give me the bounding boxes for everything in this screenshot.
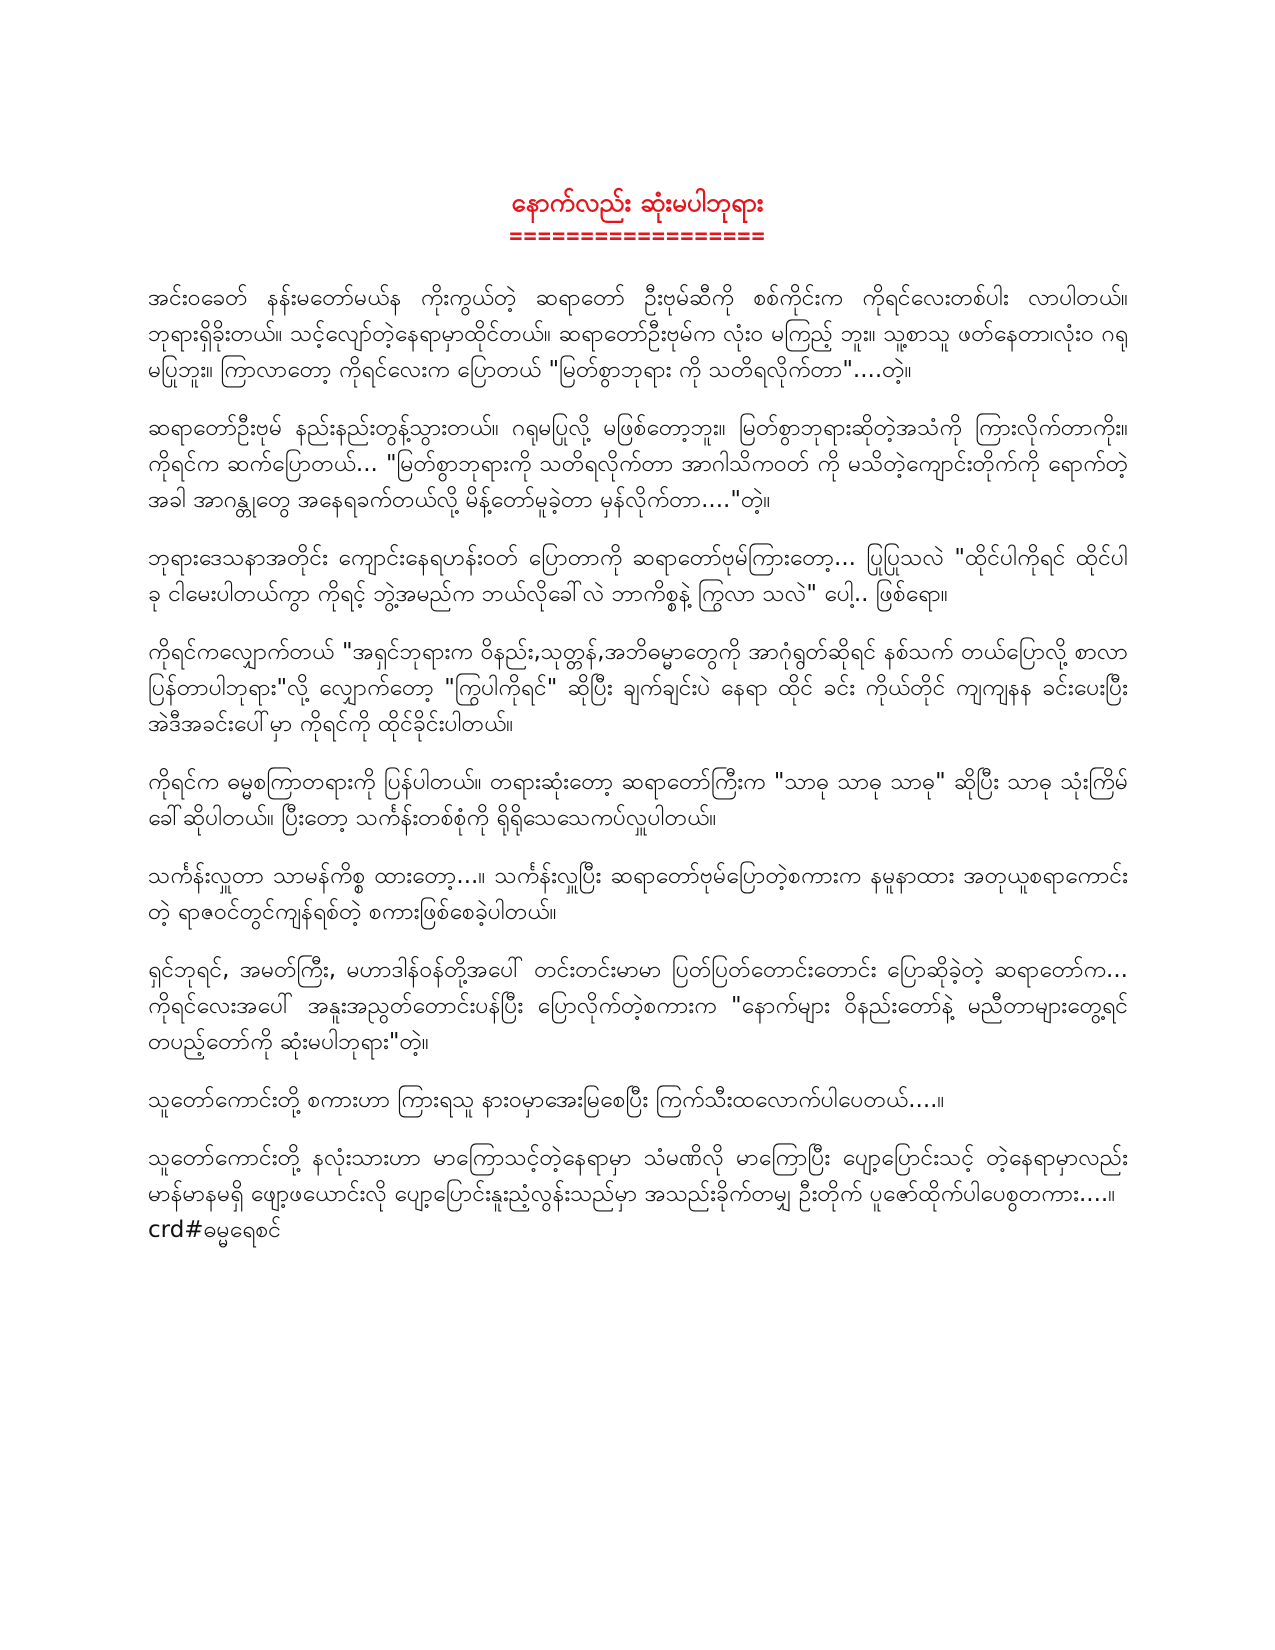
paragraph: ကိုရင်ကလျှောက်တယ် "အရှင်ဘုရားက ဝိနည်း,သုတ္တန်,အဘိဓမ္မာတွေကို အာဂုံရွတ်ဆိုရင် နစ်သက် တယ်ပြောလို့ စာလာပြန်တာပါဘုရား"လို့ လျှောက်တော့ "ကြွပါကိုရင်" ဆိုပြီး ချက်ချင်းပဲ နေရာ ထိုင် ခင်း ကိုယ်တိုင် ကျကျနန ခင်းပေးပြီး အဲဒီအခင်းပေါ်မှာ ကိုရင်ကို ထိုင်ခိုင်းပါတယ်။	[148, 639, 1128, 737]
paragraph: သူတော်ကောင်းတို့ နလုံးသားဟာ မာကြောသင့်တဲ့နေရာမှာ သံမဏိလို မာကြောပြီး ပျော့ပြောင်းသင့် တဲ့နေရာမှာလည်း မာန်မာနမရှိ ဖျော့ဖယောင်းလို ပျော့ပြောင်းနူးညံ့လွန်းသည်မှာ အသည်းခိုက်တမျှ ဦးတိုက် ပူဇော်ထိုက်ပါပေစွတကား....။	[148, 1145, 1128, 1207]
paragraph: ဆရာတော်ဦးဗုမ် နည်းနည်းတွန့်သွားတယ်။ ဂရုမပြုလို့ မဖြစ်တော့ဘူး။ မြတ်စွာဘုရားဆိုတဲ့အသံကို ကြားလိုက်တာကိုး။ ကိုရင်က ဆက်ပြောတယ်... "မြတ်စွာဘုရားကို သတိရလိုက်တာ အာဂါသိကဝတ် ကို မသိတဲ့ကျောင်းတိုက်ကို ရောက်တဲ့အခါ အာဂန္တုတွေ အနေရခက်တယ်လို့ မိန့်တော်မူခဲ့တာ မှန်လိုက်တာ...."တဲ့။	[148, 415, 1128, 513]
paragraph: ဘုရားဒေသနာအတိုင်း ကျောင်းနေရဟန်းဝတ် ပြောတာကို ဆရာတော်ဗုမ်ကြားတော့... ပြုပြုသလဲ "ထိုင်ပါကိုရင် ထိုင်ပါ ခု ငါမေးပါတယ်ကွာ ကိုရင့် ဘွဲ့အမည်က ဘယ်လိုခေါ်လဲ ဘာကိစ္စနဲ့ ကြွလာ သလဲ" ပေါ့.. ဖြစ်ရော။	[148, 545, 1128, 607]
document-body	[148, 280, 1128, 1248]
paragraph: ကိုရင်က ဓမ္မစကြာတရားကို ပြန်ပါတယ်။ တရားဆုံးတော့ ဆရာတော်ကြီးက "သာဓု သာဓု သာဓု" ဆိုပြီး သာဓု သုံးကြိမ် ခေါ်ဆိုပါတယ်။ ပြီးတော့ သင်္ကန်းတစ်စုံကို ရိုရိုသေသေကပ်လှူပါတယ်။	[148, 769, 1128, 831]
paragraph: အင်းဝခေတ် နန်းမတော်မယ်န ကိုးကွယ်တဲ့ ဆရာတော် ဦးဗုမ်ဆီကို စစ်ကိုင်းက ကိုရင်လေးတစ်ပါး လာပါတယ်။ ဘုရားရှိခိုးတယ်။ သင့်လျော်တဲ့နေရာမှာထိုင်တယ်။ ဆရာတော်ဦးဗုမ်က လုံးဝ မကြည့် ဘူး။ သူ့စာသူ ဖတ်နေတာ၊လုံးဝ ဂရုမပြုဘူး။ ကြာလာတော့ ကိုရင်လေးက ပြောတယ် "မြတ်စွာဘုရား ကို သတိရလိုက်တာ"....တဲ့။	[148, 285, 1128, 383]
title-underline: ==================	[509, 224, 766, 249]
credit-line: crd#ဓမ္မရေစင်	[148, 1217, 282, 1243]
paragraph: သင်္ကန်းလှူတာ သာမန်ကိစ္စ ထားတော့...။ သင်္ကန်းလှူပြီး ဆရာတော်ဗုမ်ပြောတဲ့စကားက နမူနာထား အတုယူစရာကောင်းတဲ့ ရာဇဝင်တွင်ကျန်ရစ်တဲ့ စကားဖြစ်စေခဲ့ပါတယ်။	[148, 863, 1128, 925]
paragraph: သူတော်ကောင်းတို့ စကားဟာ ကြားရသူ နားဝမှာအေးမြစေပြီး ကြက်သီးထလောက်ပါပေတယ်....။	[148, 1087, 945, 1113]
document-title: နောက်လည်း ဆုံးမပါဘုရား	[511, 188, 764, 218]
paragraph: ရှင်ဘုရင်, အမတ်ကြီး, မဟာဒါန်ဝန်တို့အပေါ် တင်းတင်းမာမာ ပြတ်ပြတ်တောင်းတောင်း ပြောဆိုခဲ့တဲ့ ဆရာတော်က... ကိုရင်လေးအပေါ် အနူးအညွတ်တောင်းပန်ပြီး ပြောလိုက်တဲ့စကားက "နောက်များ ဝိနည်းတော်နဲ့ မညီတာများတွေ့ရင် တပည့်တော်ကို ဆုံးမပါဘုရား"တဲ့။	[148, 957, 1128, 1055]
